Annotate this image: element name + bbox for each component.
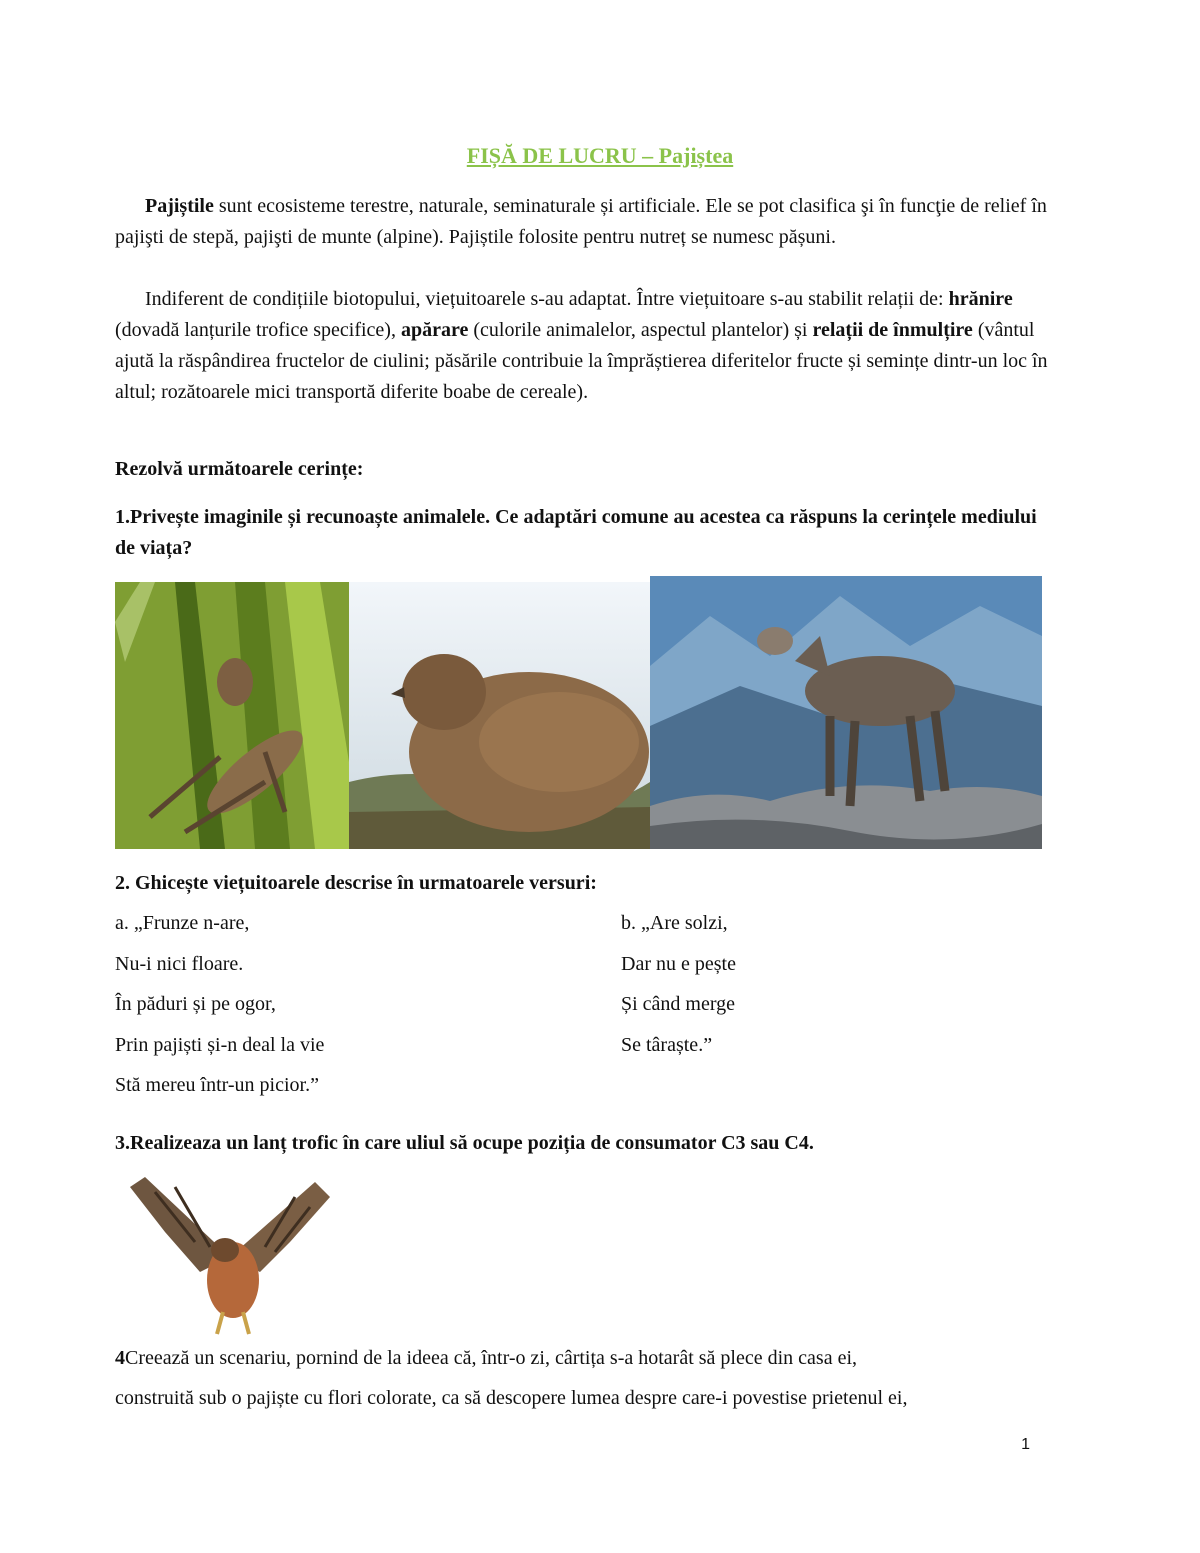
intro-text: (culorile animalelor, aspectul plantelor) și [468, 319, 813, 341]
riddle-b [621, 903, 736, 1065]
question-4-text: Creează un scenariu, pornind de la ideea că, într-o zi, cârtița s-a hotarât să plece din casa ei, [125, 1347, 858, 1369]
intro-paragraph-1 [115, 191, 1055, 253]
question-4 [115, 1338, 1075, 1418]
riddle-a [115, 903, 324, 1106]
riddle-b-line: Și când merge [621, 993, 736, 1015]
riddle-b-line: Se târaște.” [621, 1033, 713, 1056]
chamois-image [650, 576, 1042, 849]
riddle-a-line: Prin pajiști și-n deal la vie [115, 1033, 325, 1056]
riddle-b-line: b. „Are solzi, [621, 912, 728, 934]
bold-term-feeding: hrănire [948, 288, 1013, 310]
tasks-heading: Rezolvă următoarele cerințe: [115, 458, 364, 480]
intro-text: (vântul ajută la răspândirea fructelor de ciulini; păsările contribuie la împrăștierea diferitelor fructe și semințe dintr-un loc în altul; rozătoarele mici transportă diferite boabe de cereale). [115, 319, 1048, 403]
intro-text: Indiferent de condițiile biotopului, viețuitoarele s-au adaptat. Între viețuitoare s-au stabilit relații de: [145, 288, 949, 310]
intro-text: (dovadă lanțurile trofice specifice), [115, 319, 401, 341]
hawk-image [125, 1162, 335, 1340]
riddle-a-line: Nu-i nici floare. [115, 952, 244, 975]
riddle-a-line: Stă mereu într-un picior.” [115, 1074, 319, 1096]
bold-term-reproduction: relații de înmulțire [812, 319, 973, 341]
intro-paragraph-2 [115, 284, 1055, 408]
page-title: FIȘĂ DE LUCRU – Pajiștea [466, 143, 734, 168]
intro-bold-term: Pajiștile [145, 195, 214, 217]
page-number: 1 [1021, 1436, 1030, 1453]
question-2: 2. Ghicește viețuitoarele descrise în urmatoarele versuri: [115, 872, 597, 894]
riddle-a-line: În păduri și pe ogor, [115, 993, 276, 1015]
riddle-b-line: Dar nu e pește [621, 952, 736, 975]
bold-term-defense: apărare [400, 319, 469, 341]
question-4-line: construită sub o pajiște cu flori colorate, ca să descopere lumea despre care-i povestise prietenul ei, [115, 1387, 908, 1409]
question-4-number: 4 [115, 1347, 125, 1369]
question-1: 1.Privește imaginile și recunoaște animalele. Ce adaptări comune au acestea ca răspuns la cerințele mediului de viața? [115, 506, 1037, 559]
grasshopper-image [115, 582, 349, 849]
quail-image [349, 582, 650, 849]
question-4-line [115, 1338, 1075, 1378]
riddle-a-line: a. „Frunze n-are, [115, 912, 250, 934]
question-3: 3.Realizeaza un lanț trofic în care uliul să ocupe poziția de consumator C3 sau C4. [115, 1132, 814, 1154]
intro-text: sunt ecosisteme terestre, naturale, seminaturale și artificiale. Ele se pot clasifica şi în funcţie de relief în pajişti de stepă, pajişti de munte (alpine). Pajiștile folosite pentru nutreț se numesc pășuni. [115, 195, 1047, 248]
